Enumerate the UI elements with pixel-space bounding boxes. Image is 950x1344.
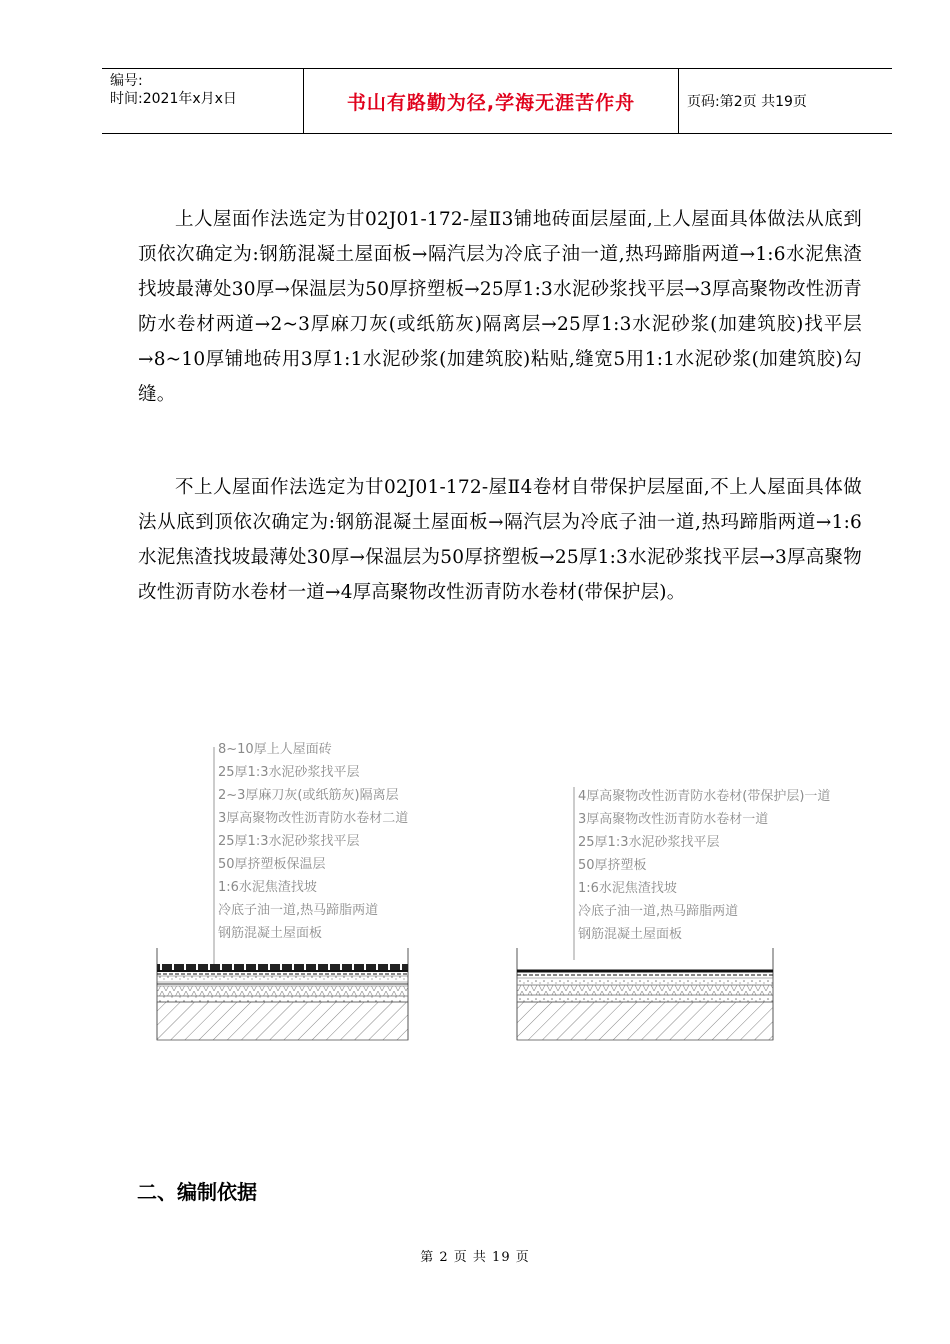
right-label-5: 1:6水泥焦渣找坡: [578, 881, 677, 896]
page-header: [102, 68, 892, 134]
layer-tile: [157, 964, 408, 970]
right-labels: [578, 788, 830, 942]
left-labels: [218, 742, 408, 941]
header-page-code: 页码:第2页 共19页: [687, 94, 807, 110]
header-number: 编号:: [110, 73, 143, 89]
left-label-7: 1:6水泥焦渣找坡: [218, 880, 317, 895]
right-label-7: 钢筋混凝土屋面板: [578, 927, 683, 942]
left-label-3: 2~3厚麻刀灰(或纸筋灰)隔离层: [218, 788, 399, 803]
paragraph-non-accessible-roof: 不上人屋面作法选定为甘02J01-172-屋Ⅱ4卷材自带保护层屋面,不上人屋面具体做法从底到顶依次确定为:钢筋混凝土屋面板→隔汽层为冷底子油一道,热玛蹄脂两道→1:6水泥焦渣找坡最薄处30厚→保温层为50厚挤塑板→25厚1:3水泥砂浆找平层→3厚高聚物改性沥青防水卷材一道→4厚高聚物改性沥青防水卷材(带保护层)。: [138, 477, 862, 603]
left-label-1: 8~10厚上人屋面砖: [218, 742, 332, 757]
header-time: 时间:2021年x月x日: [110, 91, 237, 107]
right-label-4: 50厚挤塑板: [578, 858, 647, 873]
roof-detail-accessible: [150, 735, 420, 1050]
left-label-9: 钢筋混凝土屋面板: [218, 926, 323, 941]
right-label-3: 25厚1:3水泥砂浆找平层: [578, 835, 720, 850]
layer-slab: [157, 1002, 408, 1040]
left-label-8: 冷底子油一道,热马蹄脂两道: [218, 903, 379, 918]
right-label-6: 冷底子油一道,热马蹄脂两道: [578, 904, 739, 919]
paragraph-accessible-roof: 上人屋面作法选定为甘02J01-172-屋Ⅱ3铺地砖面层屋面,上人屋面具体做法从底到顶依次确定为:钢筋混凝土屋面板→隔汽层为冷底子油一道,热玛蹄脂两道→1:6水泥焦渣找坡最薄处30厚→保温层为50厚挤塑板→25厚1:3水泥砂浆找平层→3厚高聚物改性沥青防水卷材两道→2~3厚麻刀灰(或纸筋灰)隔离层→25厚1:3水泥砂浆(加建筑胶)找平层→8~10厚铺地砖用3厚1:1水泥砂浆(加建筑胶)粘贴,缝宽5用1:1水泥砂浆(加建筑胶)勾缝。: [138, 209, 862, 405]
section-heading: 二、编制依据: [137, 1180, 257, 1204]
left-label-6: 50厚挤塑板保温层: [218, 857, 326, 872]
header-meta: [102, 69, 304, 133]
left-label-2: 25厚1:3水泥砂浆找平层: [218, 765, 360, 780]
roof-detail-non-accessible: [510, 775, 860, 1050]
right-label-1: 4厚高聚物改性沥青防水卷材(带保护层)一道: [578, 789, 831, 804]
left-label-5: 25厚1:3水泥砂浆找平层: [218, 834, 360, 849]
left-label-4: 3厚高聚物改性沥青防水卷材二道: [218, 811, 409, 826]
page-footer: 第 2 页 共 19 页: [420, 1250, 530, 1265]
header-motto: 书山有路勤为径,学海无涯苦作舟: [304, 69, 679, 133]
right-label-2: 3厚高聚物改性沥青防水卷材一道: [578, 812, 769, 827]
